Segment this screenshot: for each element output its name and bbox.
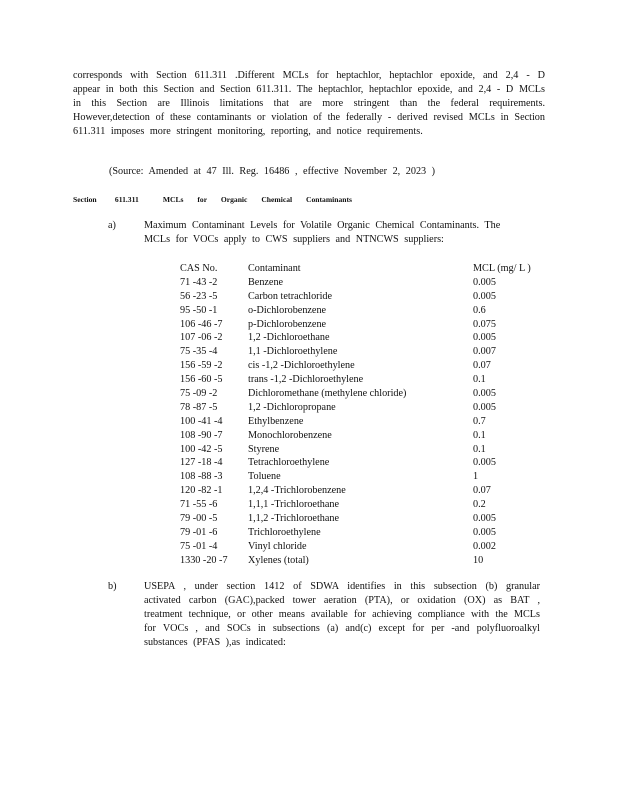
cell-contaminant: 1,1,2 -Trichloroethane <box>248 513 340 525</box>
header-mcl: MCL (mg/ L ) <box>473 263 531 274</box>
cell-mcl: 0.002 <box>473 540 496 552</box>
cell-contaminant: Ethylbenzene <box>248 415 304 427</box>
cell-contaminant: 1,2 -Dichloroethane <box>248 332 330 344</box>
source-note: (Source: Amended at 47 Ill. Reg. 16486 , effective November 2, 2023 ) <box>109 166 436 177</box>
table-row <box>180 373 560 387</box>
cell-mcl: 0.1 <box>473 374 486 386</box>
cell-contaminant: Vinyl chloride <box>248 540 307 552</box>
cell-cas-no: 100 -41 -4 <box>180 415 223 427</box>
subsection-b-label: b) <box>108 581 117 592</box>
table-row <box>180 498 560 512</box>
table-row <box>180 484 560 498</box>
table-header-row <box>180 262 560 276</box>
cell-cas-no: 156 -59 -2 <box>180 360 223 372</box>
cell-contaminant: 1,2 -Dichloropropane <box>248 401 336 413</box>
cell-cas-no: 75 -01 -4 <box>180 540 218 552</box>
cell-mcl: 10 <box>473 554 484 566</box>
subsection-a-label: a) <box>108 220 116 231</box>
cell-mcl: 0.2 <box>473 499 486 511</box>
cell-contaminant: cis -1,2 -Dichloroethylene <box>248 360 355 372</box>
cell-cas-no: 100 -42 -5 <box>180 443 223 455</box>
cell-contaminant: Carbon tetrachloride <box>248 290 333 302</box>
cell-cas-no: 95 -50 -1 <box>180 304 218 316</box>
cell-mcl: 0.075 <box>473 318 496 330</box>
table-row <box>180 359 560 373</box>
cell-mcl: 0.005 <box>473 401 496 413</box>
cell-contaminant: 1,1,1 -Trichloroethane <box>248 499 340 511</box>
cell-cas-no: 1330 -20 -7 <box>180 554 228 566</box>
subsection-a-text: Maximum Contaminant Levels for Volatile Organic Chemical Contaminants. The MCLs for VOCs apply to CWS suppliers and NTNCWS suppliers: <box>144 220 501 245</box>
cell-mcl: 0.07 <box>473 360 491 372</box>
section-number: 611.311 <box>114 195 139 204</box>
cell-cas-no: 106 -46 -7 <box>180 318 223 330</box>
cell-contaminant: Xylenes (total) <box>248 554 309 566</box>
table-row <box>180 415 560 429</box>
cell-cas-no: 56 -23 -5 <box>180 290 218 302</box>
cell-cas-no: 75 -09 -2 <box>180 388 218 400</box>
table-row <box>180 318 560 332</box>
table-row <box>180 345 560 359</box>
cell-contaminant: Tetrachloroethylene <box>248 457 330 469</box>
table-row <box>180 387 560 401</box>
cell-contaminant: Dichloromethane (methylene chloride) <box>248 388 407 400</box>
cell-cas-no: 78 -87 -5 <box>180 401 218 413</box>
header-cas-no: CAS No. <box>180 263 218 274</box>
table-row <box>180 540 560 554</box>
cell-contaminant: o-Dichlorobenzene <box>248 304 327 316</box>
table-row <box>180 512 560 526</box>
cell-mcl: 0.005 <box>473 513 496 525</box>
cell-contaminant: trans -1,2 -Dichloroethylene <box>248 374 364 386</box>
cell-contaminant: 1,2,4 -Trichlorobenzene <box>248 485 346 497</box>
cell-mcl: 0.007 <box>473 346 496 358</box>
table-row <box>180 526 560 540</box>
header-contaminant: Contaminant <box>248 263 301 274</box>
section-title: MCLs for Organic Chemical Contaminants <box>162 195 352 204</box>
cell-mcl: 0.005 <box>473 290 496 302</box>
cell-mcl: 0.005 <box>473 332 496 344</box>
cell-mcl: 0.005 <box>473 388 496 400</box>
cell-cas-no: 127 -18 -4 <box>180 457 223 469</box>
cell-cas-no: 79 -00 -5 <box>180 513 218 525</box>
cell-contaminant: Trichloroethylene <box>248 526 321 538</box>
cell-contaminant: Styrene <box>248 443 280 455</box>
cell-contaminant: Benzene <box>248 276 284 288</box>
cell-mcl: 0.005 <box>473 276 496 288</box>
cell-cas-no: 120 -82 -1 <box>180 485 223 497</box>
cell-mcl: 1 <box>473 471 479 483</box>
cell-mcl: 0.005 <box>473 457 496 469</box>
voc-mcl-table <box>180 262 560 568</box>
section-word: Section <box>73 195 97 204</box>
cell-contaminant: Toluene <box>248 471 281 483</box>
table-row <box>180 554 560 568</box>
table-row <box>180 470 560 484</box>
table-row <box>180 304 560 318</box>
cell-cas-no: 79 -01 -6 <box>180 526 218 538</box>
cell-cas-no: 108 -88 -3 <box>180 471 223 483</box>
table-row <box>180 276 560 290</box>
cell-cas-no: 108 -90 -7 <box>180 429 223 441</box>
cell-contaminant: p-Dichlorobenzene <box>248 318 327 330</box>
cell-cas-no: 156 -60 -5 <box>180 374 223 386</box>
cell-contaminant: Monochlorobenzene <box>248 429 332 441</box>
section-heading <box>73 193 373 207</box>
intro-paragraph: corresponds with Section 611.311 .Different MCLs for heptachlor, heptachlor epoxide, and 2,4 - D appear in both this Section and Section 611.311. The heptachlor, heptachlor epoxide, and 2,4 - D MCLs in this Section are Illinois limitations that are more stringent than the federal requirements. However,detection of these contaminants or violation of the federally - derived revised MCLs in Section 611.311 imposes more stringent monitoring, reporting, and notice requirements. <box>73 70 545 137</box>
table-row <box>180 429 560 443</box>
table-body <box>180 276 560 568</box>
cell-cas-no: 107 -06 -2 <box>180 332 223 344</box>
cell-mcl: 0.7 <box>473 415 486 427</box>
table-row <box>180 290 560 304</box>
cell-mcl: 0.6 <box>473 304 486 316</box>
table-row <box>180 456 560 470</box>
cell-cas-no: 71 -43 -2 <box>180 276 218 288</box>
table-row <box>180 401 560 415</box>
cell-mcl: 0.1 <box>473 443 486 455</box>
subsection-b-text: USEPA , under section 1412 of SDWA identifies in this subsection (b) granular activated carbon (GAC),packed tower aeration (PTA), or oxidation (OX) as BAT , treatment technique, or other means available for achieving compliance with the MCLs for VOCs , and SOCs in subsections (a) and(c) except for per -and polyfluoroalkyl substances (PFAS ),as indicated: <box>144 581 540 648</box>
table-row <box>180 443 560 457</box>
cell-cas-no: 75 -35 -4 <box>180 346 218 358</box>
cell-mcl: 0.07 <box>473 485 491 497</box>
cell-mcl: 0.005 <box>473 526 496 538</box>
cell-contaminant: 1,1 -Dichloroethylene <box>248 346 338 358</box>
cell-cas-no: 71 -55 -6 <box>180 499 218 511</box>
cell-mcl: 0.1 <box>473 429 486 441</box>
table-row <box>180 331 560 345</box>
